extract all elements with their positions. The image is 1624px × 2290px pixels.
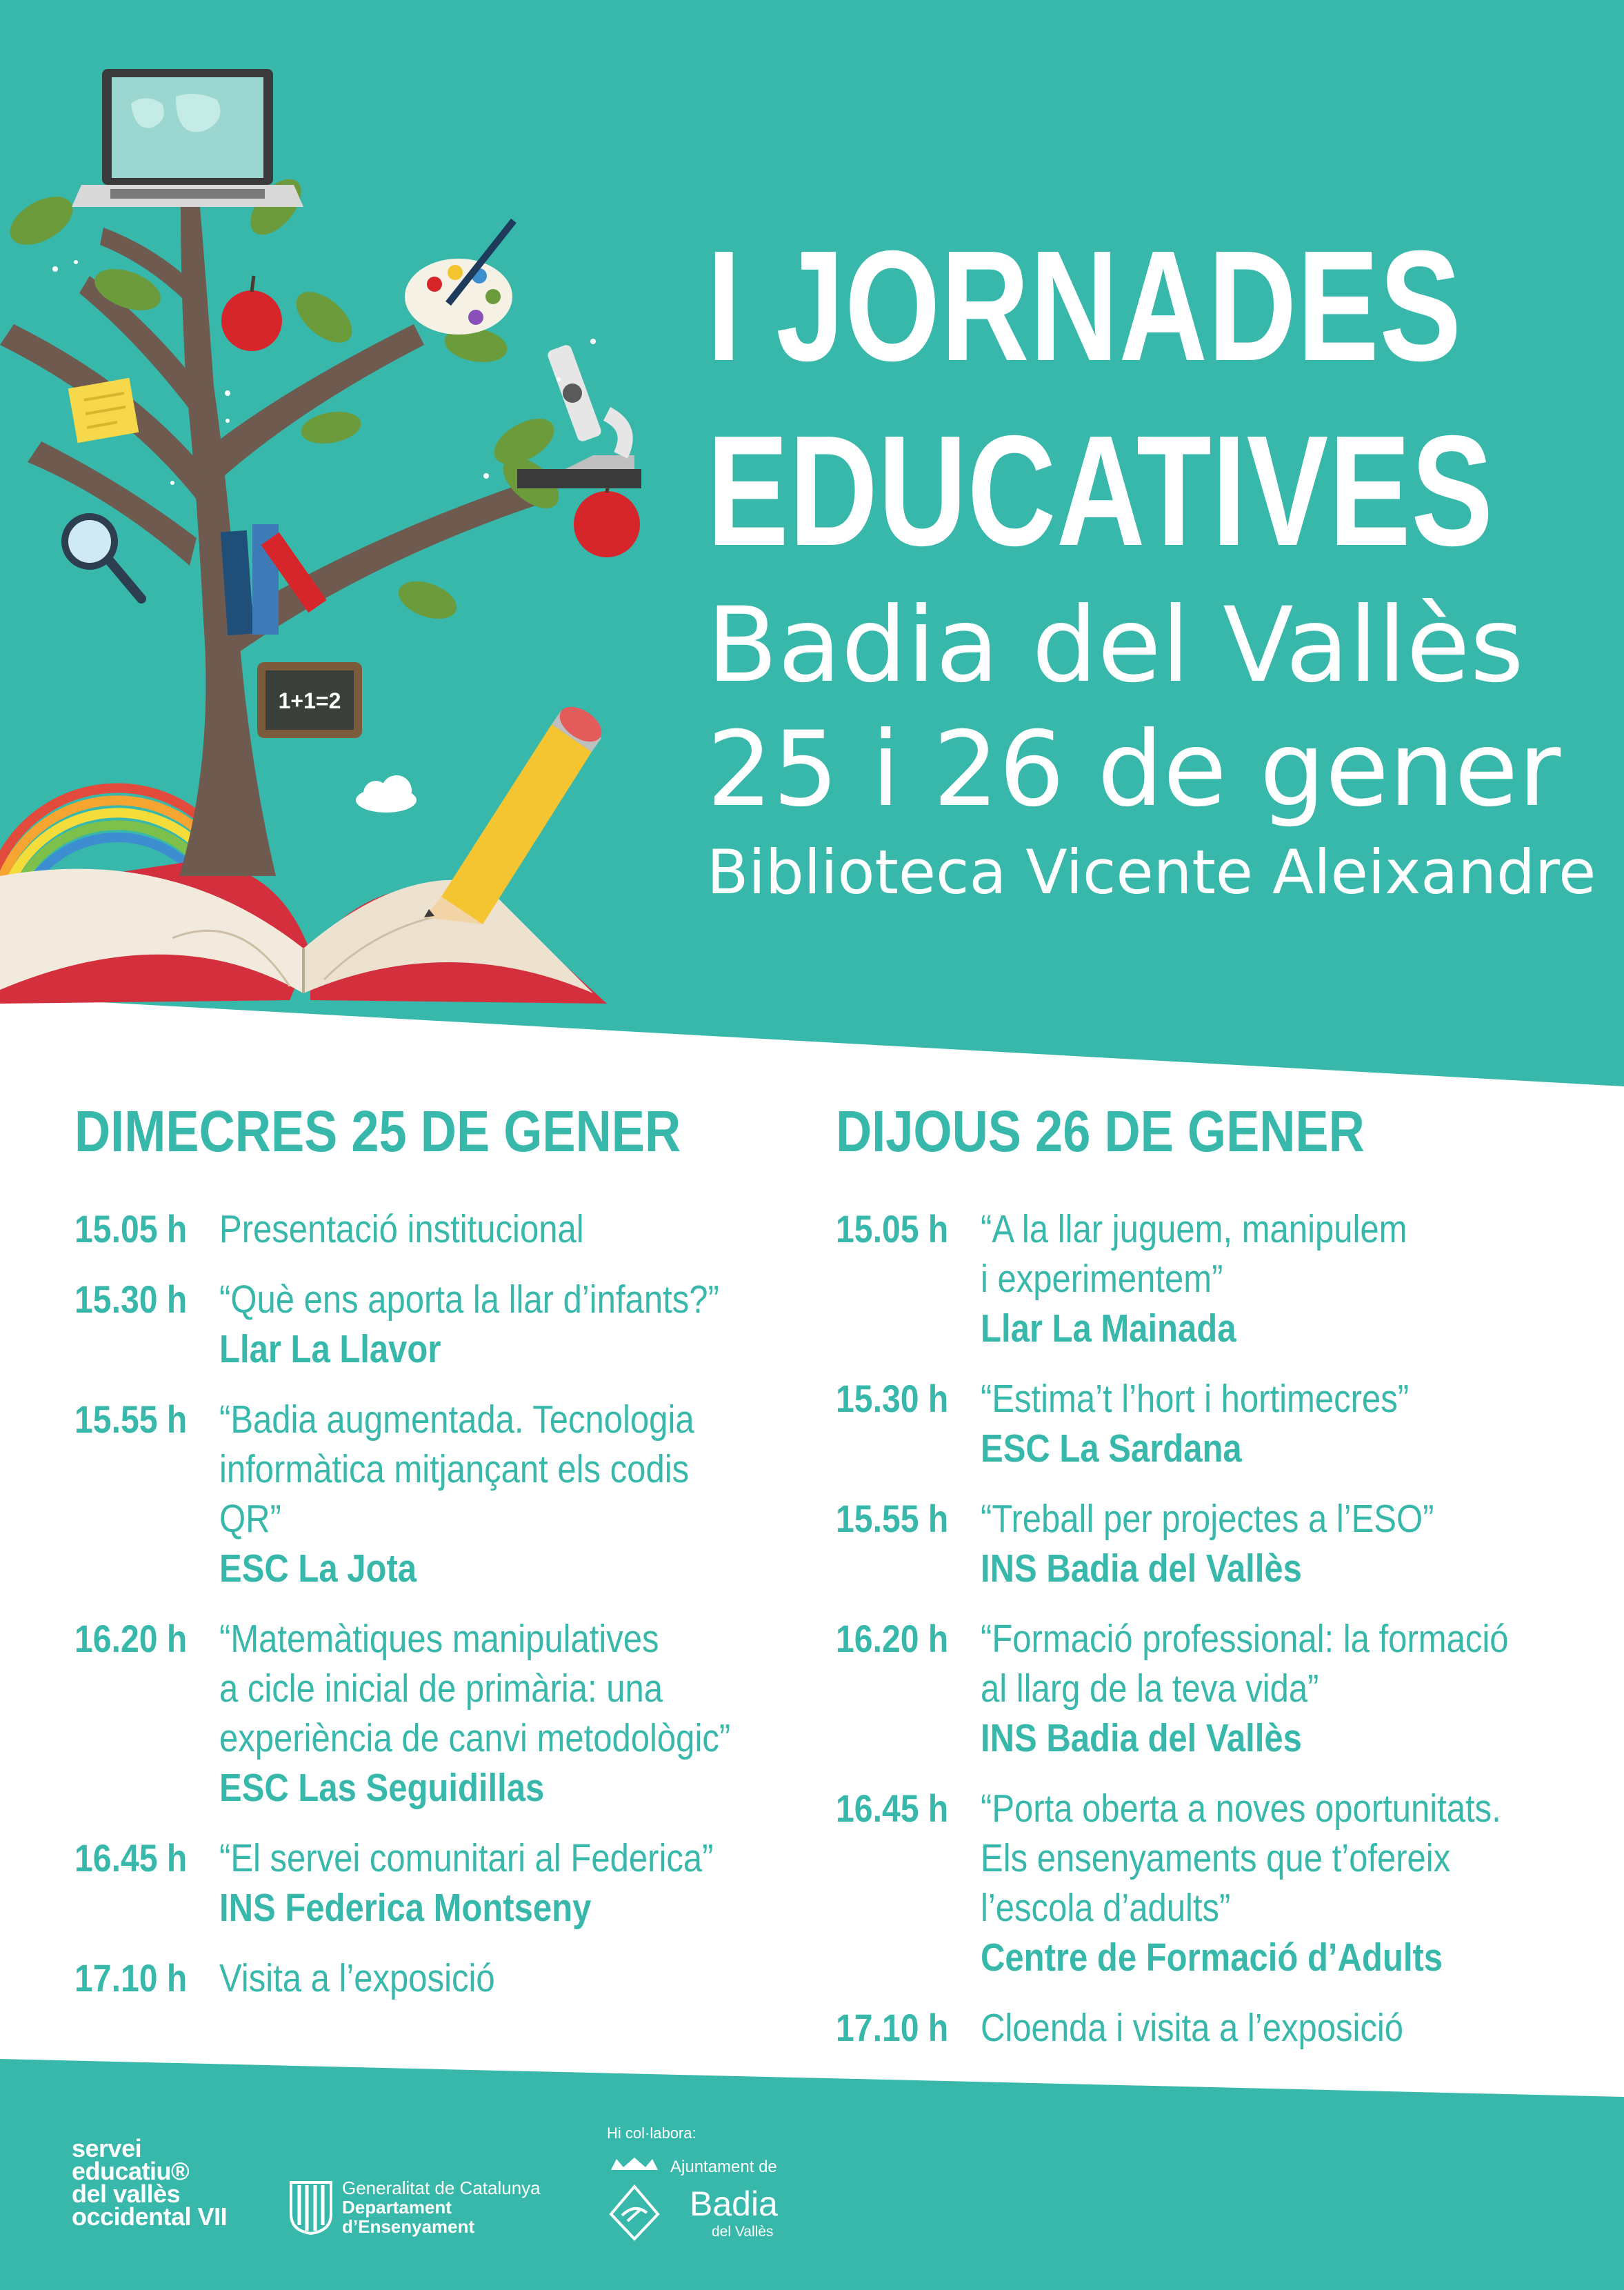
event-time: 17.10 h: [836, 2006, 949, 2049]
program-event: [74, 1614, 792, 1813]
program-event: [836, 2003, 1553, 2053]
seveo-logo: [72, 2134, 228, 2231]
chalkboard-text: 1+1=2: [278, 688, 341, 713]
event-title: “Porta oberta a noves oportunitats. Els ensenyaments que t’ofereix l’escola d’adults”: [981, 1786, 1501, 1930]
ajuntament-crest-icon: [607, 2155, 662, 2242]
event-organizer: Llar La Llavor: [219, 1327, 441, 1371]
chalkboard-icon: [257, 662, 362, 738]
department-line: d’Ensenyament: [342, 2216, 475, 2237]
day1-program: [74, 1097, 792, 2024]
event-organizer: INS Federica Montseny: [219, 1886, 592, 1930]
event-title: “Treball per projectes a l’ESO”: [981, 1497, 1434, 1541]
event-time: 16.45 h: [836, 1786, 949, 1830]
event-details: [219, 1614, 792, 1813]
event-time: 15.55 h: [836, 1497, 949, 1540]
laptop-icon: [72, 69, 303, 207]
event-details: [219, 1833, 792, 1933]
poster-title-block: [707, 214, 1596, 910]
event-title: Cloenda i visita a l’exposició: [981, 2006, 1404, 2050]
event-organizer: Llar La Mainada: [981, 1306, 1236, 1351]
town-name: Badia del Vallès: [707, 586, 1524, 706]
day2-program: [836, 1097, 1553, 2073]
event-organizer: ESC La Jota: [219, 1546, 417, 1591]
event-details: [981, 1784, 1553, 1982]
event-details: [981, 1374, 1553, 1473]
open-book-icon: [0, 862, 607, 1004]
event-details: [981, 1614, 1553, 1763]
program-event: [74, 1833, 792, 1933]
day2-event-list: [836, 1204, 1553, 2053]
department-line: Departament: [342, 2197, 452, 2218]
program-event: [836, 1494, 1553, 1593]
event-organizer: Centre de Formació d’Adults: [981, 1935, 1443, 1980]
cloud-icon: [356, 775, 417, 813]
seveo-logo-line: del vallès: [72, 2180, 181, 2208]
event-details: [981, 1494, 1553, 1593]
ajuntament-label: Ajuntament de: [670, 2158, 777, 2176]
title-line-1: I JORNADES: [707, 219, 1462, 394]
generalitat-name: Generalitat de Catalunya: [342, 2178, 541, 2198]
event-time: 15.05 h: [74, 1207, 188, 1251]
books-icon: [221, 524, 327, 635]
collaborates-label: Hi col·labora:: [607, 2124, 696, 2142]
day2-heading: DIJOUS 26 DE GENER: [836, 1099, 1365, 1164]
event-title: Presentació institucional: [219, 1207, 584, 1251]
magnifying-glass-icon: [65, 517, 141, 599]
knowledge-tree-illustration: [0, 0, 662, 1035]
event-details: [219, 1953, 792, 2003]
event-time: 16.20 h: [836, 1617, 949, 1660]
seveo-logo-line: educatiu®: [72, 2157, 190, 2185]
event-organizer: ESC La Sardana: [981, 1426, 1242, 1471]
event-time: 16.45 h: [74, 1836, 188, 1880]
ajuntament-region: del Vallès: [712, 2224, 774, 2240]
event-time: 17.10 h: [74, 1956, 188, 2000]
event-details: [219, 1395, 792, 1593]
pencil-icon: [424, 699, 608, 924]
day1-event-list: [74, 1204, 792, 2003]
venue-name: Biblioteca Vicente Aleixandre: [707, 837, 1596, 908]
title-line-2: EDUCATIVES: [707, 404, 1494, 579]
event-time: 15.55 h: [74, 1397, 188, 1441]
event-details: [219, 1275, 792, 1374]
event-title: “Badia augmentada. Tecnologia informàtica mitjançant els codis QR”: [219, 1397, 694, 1541]
program-event: [74, 1395, 792, 1593]
event-details: [981, 1204, 1553, 1353]
event-time: 15.05 h: [836, 1207, 949, 1251]
event-organizer: INS Badia del Vallès: [981, 1716, 1302, 1760]
program-event: [836, 1204, 1553, 1353]
program-event: [74, 1275, 792, 1374]
generalitat-emblem-icon: [288, 2180, 334, 2235]
program-event: [74, 1953, 792, 2003]
event-time: 16.20 h: [74, 1617, 188, 1660]
seveo-logo-line: occidental VII: [72, 2202, 228, 2231]
program-event: [836, 1614, 1553, 1763]
event-title: “A la llar juguem, manipulem i experimentem”: [981, 1207, 1407, 1301]
ajuntament-town: Badia: [690, 2184, 778, 2223]
generalitat-logo-text: [342, 2178, 541, 2236]
event-organizer: ESC Las Seguidillas: [219, 1766, 545, 1810]
event-title: Visita a l’exposició: [219, 1956, 495, 2000]
event-details: [219, 1204, 792, 1254]
event-time: 15.30 h: [74, 1277, 188, 1321]
event-title: “Formació professional: la formació al llarg de la teva vida”: [981, 1617, 1509, 1711]
event-title: “Matemàtiques manipulatives a cicle inicial de primària: una experiència de canvi metodològic”: [219, 1617, 731, 1760]
program-event: [74, 1204, 792, 1254]
event-title: “El servei comunitari al Federica”: [219, 1836, 714, 1880]
event-details: [981, 2003, 1553, 2053]
seveo-logo-line: servei: [72, 2134, 142, 2162]
paint-palette-icon: [405, 221, 514, 335]
event-title: “Estima’t l’hort i hortimecres”: [981, 1377, 1410, 1421]
program-event: [836, 1374, 1553, 1473]
program-event: [836, 1784, 1553, 1982]
event-dates: 25 i 26 de gener: [707, 710, 1561, 830]
event-title: “Què ens aporta la llar d’infants?”: [219, 1277, 719, 1322]
event-organizer: INS Badia del Vallès: [981, 1546, 1302, 1591]
day1-heading: DIMECRES 25 DE GENER: [74, 1099, 681, 1164]
sticky-note-icon: [68, 378, 139, 443]
event-time: 15.30 h: [836, 1377, 949, 1420]
